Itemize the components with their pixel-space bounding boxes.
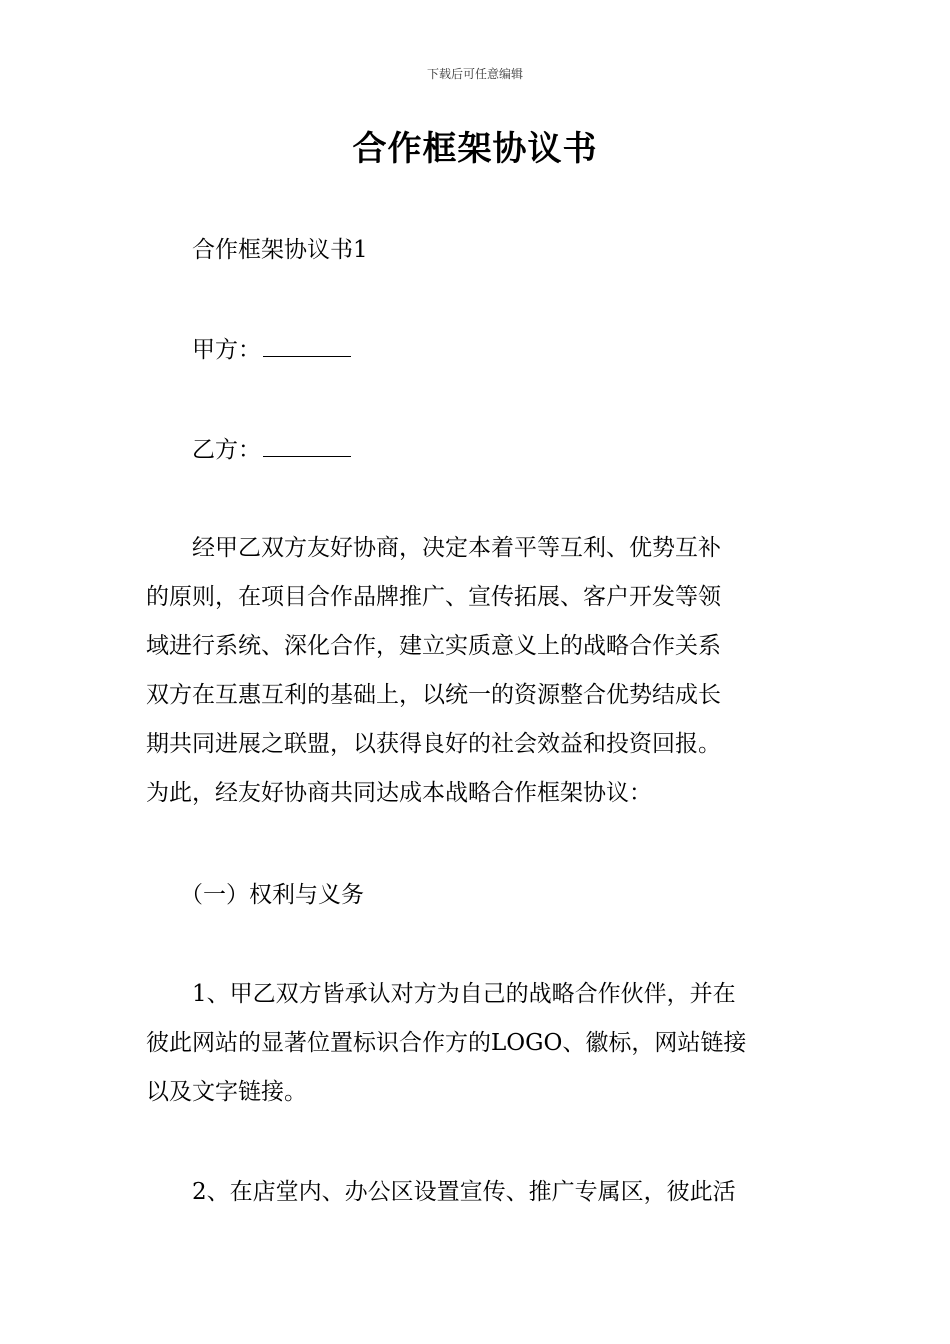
download-note: 下载后可任意编辑 xyxy=(426,67,523,81)
item-1-paragraph xyxy=(146,970,806,1117)
item-2-line: 2、在店堂内、办公区设置宣传、推广专属区，彼此活 xyxy=(192,1179,736,1205)
party-b-label: 乙方： xyxy=(192,437,261,463)
party-a-line xyxy=(146,326,806,375)
document-subtitle xyxy=(146,226,806,275)
subtitle-text: 合作框架协议书1 xyxy=(192,237,368,263)
intro-line: 的原则，在项目合作品牌推广、宣传拓展、客户开发等领 xyxy=(146,584,721,610)
item-1-line: 1、甲乙双方皆承认对方为自己的战略合作伙伴，并在 xyxy=(192,981,736,1007)
party-a-blank xyxy=(263,326,351,357)
item-1-line: 以及文字链接。 xyxy=(146,1079,307,1105)
intro-line: 域进行系统、深化合作，建立实质意义上的战略合作关系 xyxy=(146,633,721,659)
item-2-paragraph xyxy=(146,1168,806,1217)
intro-paragraph xyxy=(146,524,806,818)
intro-line: 经甲乙双方友好协商，决定本着平等互利、优势互补 xyxy=(192,535,721,561)
party-b-line xyxy=(146,426,806,475)
section-heading xyxy=(146,871,806,920)
intro-line: 期共同进展之联盟，以获得良好的社会效益和投资回报。 xyxy=(146,731,721,757)
intro-line: 为此，经友好协商共同达成本战略合作框架协议： xyxy=(146,780,652,806)
section-heading-text: （一）权利与义务 xyxy=(180,882,364,908)
party-a-label: 甲方： xyxy=(192,337,261,363)
party-b-blank xyxy=(263,426,351,457)
item-1-line: 彼此网站的显著位置标识合作方的LOGO、徽标，网站链接 xyxy=(146,1030,747,1056)
intro-line: 双方在互惠互利的基础上，以统一的资源整合优势结成长 xyxy=(146,682,721,708)
document-title: 合作框架协议书 xyxy=(352,129,598,169)
